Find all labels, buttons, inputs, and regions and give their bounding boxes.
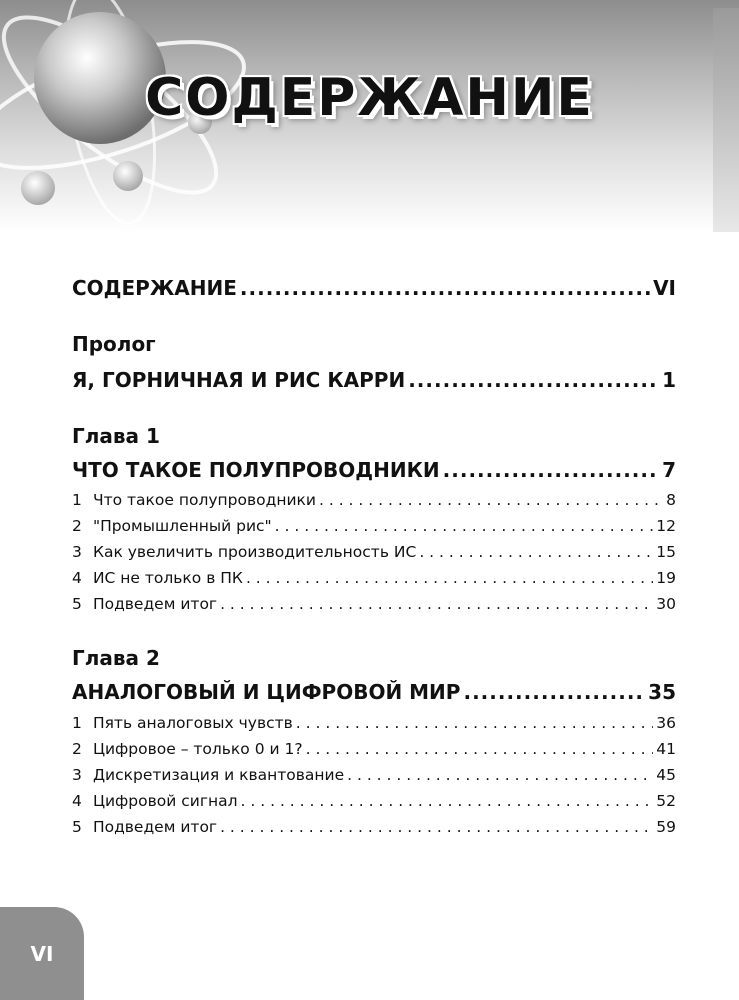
header-banner bbox=[0, 0, 739, 232]
toc-section-2-4[interactable] bbox=[72, 792, 676, 810]
page-title: СОДЕРЖАНИЕ bbox=[145, 68, 594, 128]
toc-section-1-3[interactable] bbox=[72, 543, 676, 561]
leader-dots bbox=[319, 491, 663, 509]
section-number: 2 bbox=[72, 740, 82, 758]
toc-entry-page: 1 bbox=[662, 368, 676, 392]
toc-entry-prologue[interactable] bbox=[72, 368, 676, 392]
section-title: Подведем итог bbox=[92, 595, 218, 613]
section-title: Как увеличить производительность ИС bbox=[92, 543, 417, 561]
section-page: 15 bbox=[656, 543, 676, 561]
leader-dots bbox=[347, 766, 653, 784]
toc-entry-contents[interactable] bbox=[72, 276, 676, 300]
toc-entry-title: СОДЕРЖАНИЕ bbox=[72, 276, 237, 300]
section-page: 12 bbox=[656, 517, 676, 535]
section-title: Подведем итог bbox=[92, 818, 218, 836]
page-number: VI bbox=[30, 942, 54, 966]
section-number: 4 bbox=[72, 569, 82, 587]
leader-dots bbox=[419, 543, 653, 561]
prologue-heading: Пролог bbox=[72, 332, 156, 356]
section-number: 4 bbox=[72, 792, 82, 810]
section-number: 3 bbox=[72, 766, 82, 784]
section-page: 8 bbox=[666, 491, 676, 509]
toc-section-1-1[interactable] bbox=[72, 491, 676, 509]
toc-entry-chapter-2[interactable] bbox=[72, 680, 676, 704]
leader-dots bbox=[275, 517, 654, 535]
leader-dots bbox=[241, 792, 654, 810]
section-page: 41 bbox=[656, 740, 676, 758]
section-page: 30 bbox=[656, 595, 676, 613]
toc-section-1-2[interactable] bbox=[72, 517, 676, 535]
toc-entry-page: 7 bbox=[662, 458, 676, 482]
toc-entry-page: VI bbox=[653, 276, 676, 300]
toc-entry-page: 35 bbox=[648, 680, 676, 704]
section-page: 19 bbox=[656, 569, 676, 587]
leader-dots bbox=[296, 714, 653, 732]
section-title: Цифровой сигнал bbox=[92, 792, 238, 810]
leader-dots bbox=[306, 740, 654, 758]
leader-dots bbox=[443, 458, 659, 482]
section-page: 45 bbox=[656, 766, 676, 784]
toc-section-1-4[interactable] bbox=[72, 569, 676, 587]
chapter-1-heading: Глава 1 bbox=[72, 424, 160, 448]
section-number: 1 bbox=[72, 714, 82, 732]
chapter-2-heading: Глава 2 bbox=[72, 646, 160, 670]
leader-dots bbox=[220, 595, 653, 613]
toc-section-2-2[interactable] bbox=[72, 740, 676, 758]
toc-entry-title: ЧТО ТАКОЕ ПОЛУПРОВОДНИКИ bbox=[72, 458, 440, 482]
section-title: Пять аналоговых чувств bbox=[92, 714, 293, 732]
leader-dots bbox=[240, 276, 650, 300]
section-page: 52 bbox=[656, 792, 676, 810]
toc-section-2-3[interactable] bbox=[72, 766, 676, 784]
section-page: 36 bbox=[656, 714, 676, 732]
toc-entry-title: Я, ГОРНИЧНАЯ И РИС КАРРИ bbox=[72, 368, 406, 392]
toc-entry-title: АНАЛОГОВЫЙ И ЦИФРОВОЙ МИР bbox=[72, 680, 461, 704]
leader-dots bbox=[220, 818, 653, 836]
section-page: 59 bbox=[656, 818, 676, 836]
section-number: 1 bbox=[72, 491, 82, 509]
section-title: Дискретизация и квантование bbox=[92, 766, 345, 784]
section-number: 3 bbox=[72, 543, 82, 561]
section-title: "Промышленный рис" bbox=[92, 517, 272, 535]
section-number: 2 bbox=[72, 517, 82, 535]
leader-dots bbox=[463, 680, 645, 704]
toc-section-1-5[interactable] bbox=[72, 595, 676, 613]
leader-dots bbox=[408, 368, 659, 392]
section-title: ИС не только в ПК bbox=[92, 569, 243, 587]
section-number: 5 bbox=[72, 595, 82, 613]
section-number: 5 bbox=[72, 818, 82, 836]
toc-entry-chapter-1[interactable] bbox=[72, 458, 676, 482]
section-title: Что такое полупроводники bbox=[92, 491, 316, 509]
toc-section-2-5[interactable] bbox=[72, 818, 676, 836]
leader-dots bbox=[246, 569, 653, 587]
toc-section-2-1[interactable] bbox=[72, 714, 676, 732]
section-title: Цифровое – только 0 и 1? bbox=[92, 740, 303, 758]
